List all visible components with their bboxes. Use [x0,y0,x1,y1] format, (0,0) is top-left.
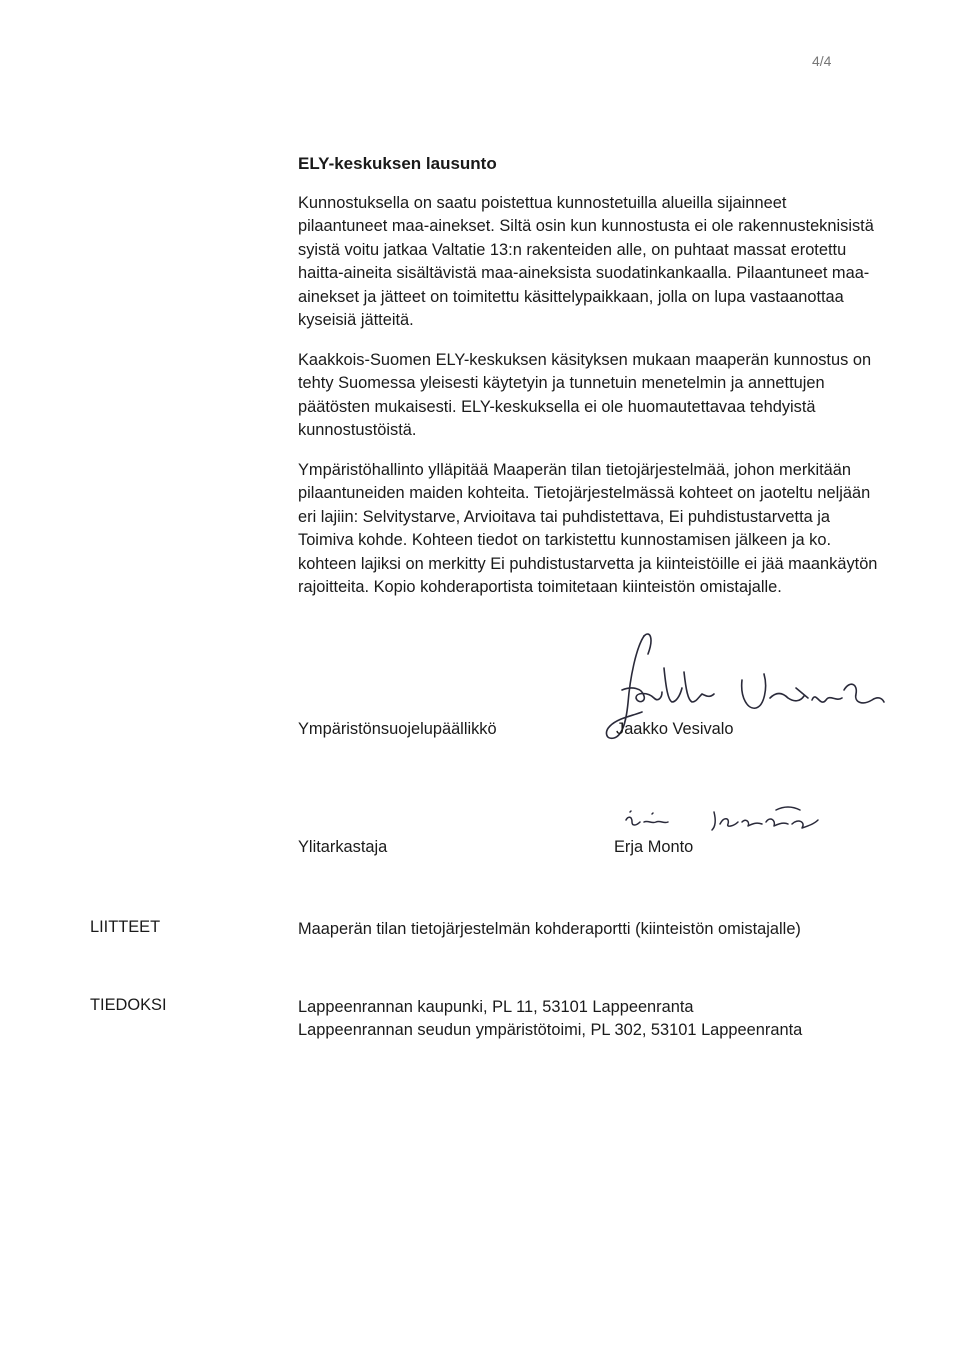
page-number: 4/4 [812,53,832,69]
notifications-label: TIEDOKSI [90,996,167,1014]
signer-name-1: Jaakko Vesivalo [616,720,734,738]
signer-title-1: Ympäristönsuojelupäällikkö [298,720,497,738]
attachments-item: Maaperän tilan tietojärjestelmän kohderaportti (kiinteistön omistajalle) [298,920,801,938]
signer-title-2: Ylitarkastaja [298,838,388,856]
paragraph-remediation: Kunnostuksella on saatu poistettua kunnostetuilla alueilla sijainneet pilaantuneet maa-ainekset. Siltä osin kun kunnostusta ei ole rakennusteknisistä syistä voitu jatkaa Valtatie 13:n rakenteiden alle, on puhtaat massat erotettu haitta-aineita sisältävistä maa-aineksista suodatinkankaalla. Pilaantuneet maa-ainekset ja jätteet on toimitettu käsittelypaikkaan, jolla on lupa vastaanottaa kyseisiä jätteitä. [298,194,874,330]
paragraph-ely-opinion: Kaakkois-Suomen ELY-keskuksen käsityksen mukaan maaperän kunnostus on tehty Suomessa yleisesti käytetyin ja tunnetuin menetelmin ja annettujen päätösten mukaisesti. ELY-keskuksella ei ole huomautettavaa tehdyistä kunnostustöistä. [298,351,872,440]
attachments-label: LIITTEET [90,918,161,936]
section-heading: ELY-keskuksen lausunto [298,154,497,173]
signer-name-2: Erja Monto [614,838,694,856]
notifications-list [298,996,802,1043]
signature-monto [616,800,826,840]
notification-recipient: Lappeenrannan seudun ympäristötoimi, PL 302, 53101 Lappeenranta [298,1021,803,1040]
paragraph-information-system: Ympäristöhallinto ylläpitää Maaperän tilan tietojärjestelmää, johon merkitään pilaantuneiden maiden kohteita. Tietojärjestelmässä kohteet on jaoteltu neljään eri lajiin: Selvitystarve, Arvioitava tai puhdistettava, Ei puhdistustarvetta ja Toimiva kohde. Kohteen tiedot on tarkistettu kunnostamisen jälkeen ja ko. kohteen lajiksi on merkitty Ei puhdistustarvetta ja kiinteistöille ei jää maankäytön rajoitteita. Kopio kohderaportista toimitetaan kiinteistön omistajalle. [298,461,878,597]
notification-recipient: Lappeenrannan kaupunki, PL 11, 53101 Lappeenranta [298,998,694,1016]
